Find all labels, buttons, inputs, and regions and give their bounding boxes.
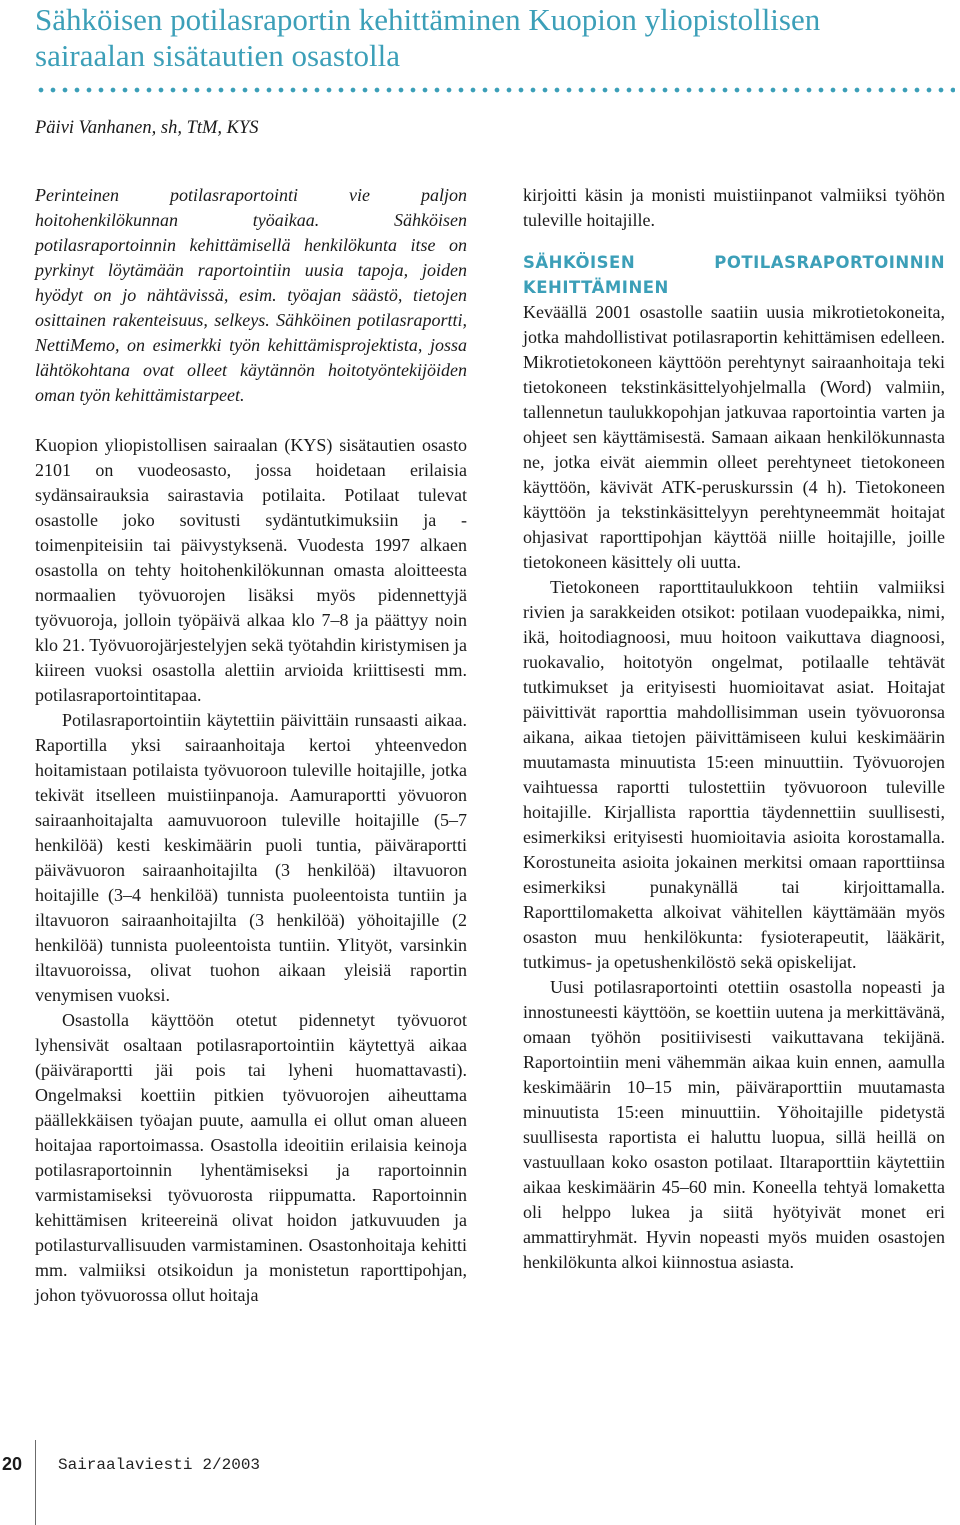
body-paragraph: Tietokoneen raporttitaulukkoon tehtiin valmiiksi rivien ja sarakkeiden otsikot: potilaan vuodepaikka, nimi, ikä, hoitodiagnoosi, muu hoitoon vaikuttava diagnoosi, ruokavalio, hoitotyön ongelmat, potilaalle tehtävät tutkimukset ja erityisesti huomioitavat asiat. Hoitajat päivittivät raporttia mahdollisimman usein työvuoronsa aikana, aikaa tietojen päivittämiseen kului keskimäärin muutamasta minuutista 15:een minuuttiin. Työvuorojen vaihtuessa raportti tulostettiin työvuoroon tuleville hoitajille. Kirjallista raporttia täydennettiin suullisesti, esimerkiksi erityisesti huomioitavia asioita korostamalla. Korostuneita asioita jokainen merkitsi omaan raporttiinsa esimerkiksi punakynällä tai kirjoittamalla. Raporttilomaketta alkoivat vähitellen käyttämään myös osaston muu henkilökunta: fysioterapeutit, lääkärit, tutkimus- ja opetushenkilöstö sekä opiskelijat. bbox=[523, 577, 945, 972]
continued-paragraph: kirjoitti käsin ja monisti muistiinpanot valmiiksi työhön tuleville hoitajille. bbox=[523, 185, 945, 230]
issue-number: 2/2003 bbox=[202, 1456, 261, 1474]
dotted-divider bbox=[35, 84, 955, 96]
section-heading: SÄHKÖISEN POTILASRAPORTOINNIN KEHITTÄMINEN bbox=[523, 253, 945, 297]
publication-name: Sairaalaviesti bbox=[58, 1456, 193, 1474]
lead-paragraph: Perinteinen potilasraportointi vie paljon hoitohenkilökunnan työaikaa. Sähköisen potilasraportoinnin kehittämisellä henkilökunta itse on pyrkinyt löytämään raportointiin uusia tapoja, joiden hyödyt on jo nähtävissä, esim. työajan säästö, tietojen osittainen rakenteisuus, selkeys. Sähköinen potilasraportti, NettiMemo, on esimerkki työn kehittämisprojektista, jossa lähtökohtana ovat olleet käytännön hoitotyöntekijöiden oman työn kehittämistarpeet. bbox=[35, 185, 467, 405]
right-column bbox=[523, 183, 945, 1275]
body-paragraph: Keväällä 2001 osastolle saatiin uusia mikrotietokoneita, jotka mahdollistivat potilasraportin kehittämisen edelleen. Mikrotietokoneen käyttöön perehtynyt sairaanhoitaja teki tietokoneen tekstinkäsittelyohjelmalla (Word) valmiin, tallennetun taulukkopohjan jatkuvaa raportointia varten ja ohjeet sen käyttämisestä. Samaan aikaan henkilökunnasta ne, jotka eivät aiemmin olleet perehtyneet tietokoneen käyttöön, kävivät ATK-peruskurssin (4 h). Tietokoneen käyttöön ja tekstinkäsittelyyn perehtyneemmät hoitajat ohjasivat raporttipohjan käyttöä niille hoitajille, joille tietokoneen käsittely oli uutta. bbox=[523, 302, 945, 572]
body-paragraph: Potilasraportointiin käytettiin päivittäin runsaasti aikaa. Raportilla yksi sairaanhoitaja kertoi yhteenvedon hoitamistaan potilaista työvuoroon tuleville hoitajille, jotka tekivät itselleen muistiinpanoja. Aamuraportti yövuoron sairaanhoitajalta aamuvuoroon tuleville hoitajille (5–7 henkilöä) kesti keskimäärin puoli tuntia, päiväraportti päivävuoron sairaanhoitajilta (3 henkilöä) iltavuoron hoitajille (3–4 henkilöä) tunnista puoleentoista tuntiin ja iltavuoron sairaanhoitajilta (3 henkilöä) yöhoitajille (2 henkilöä) tunnista puoleentoista tuntiin. Ylityöt, varsinkin iltavuoroissa, olivat tuohon aikaan yleisiä raportin venymisen vuoksi. bbox=[35, 710, 467, 1005]
article-title: Sähköisen potilasraportin kehittäminen Kuopion yliopistollisen sairaalan sisätautien osastolla bbox=[35, 2, 821, 73]
body-paragraph: Kuopion yliopistollisen sairaalan (KYS) sisätautien osasto 2101 on vuodeosasto, jossa hoidetaan erilaisia sydänsairauksia sairastavia potilaita. Potilaat tulevat osastolle joko sovitusti sydäntutkimuksiin ja -toimenpiteisiin tai päivystyksenä. Vuodesta 1997 alkaen osastolla on tehty hoitohenkilökunnan omasta aloitteesta normaalien työvuorojen lisäksi myös pidennettyjä työvuoroja, jolloin työpäivä alkaa klo 7–8 ja päättyy noin klo 21. Työvuorojärjestelyjen sekä työtahdin kiristymisen ja kiireen vuoksi osastolla alettiin arvioida kriittisesti mm. potilasraportointitapaa. bbox=[35, 435, 467, 705]
body-paragraph: Osastolla käyttöön otetut pidennetyt työvuorot lyhensivät osaltaan potilasraportointiin käytettyä aikaa (päiväraportti jäi pois tai lyheni huomattavasti). Ongelmaksi koettiin pitkien työvuorojen aiheuttama päällekkäisen työajan puute, aamulla ei ollut oman alueen hoitajaa raportoimassa. Osastolla ideoitiin erilaisia keinoja potilasraportoinnin lyhentämiseksi ja raportoinnin varmistamiseksi työvuorosta riippumatta. Raportoinnin kehittämisen kriteereinä olivat hoidon jatkuvuuden ja potilasturvallisuuden varmistaminen. Osastonhoitaja kehitti mm. valmiiksi otsikoidun ja monistetun raporttipohjan, johon työvuorossa ollut hoitaja bbox=[35, 1010, 467, 1305]
body-paragraph: Uusi potilasraportointi otettiin osastolla nopeasti ja innostuneesti käyttöön, se koettiin uutena ja merkittävänä, omaan työhön positiivisesti vaikuttavana tekijänä. Raportointiin meni vähemmän aikaa kuin ennen, aamulla keskimäärin 10–15 min, päiväraporttiin muutamasta minuutista 15:een minuuttiin. Yöhoitajille pidetystä suullisesta raportista ei haluttu luopua, sillä heillä on vastuullaan koko osaston potilaat. Iltaraporttiin käytettiin aikaa keskimäärin 45–60 min. Koneella tehtyä lomaketta oli helppo lukea ja siitä hyötyivät monet eri ammattiryhmät. Hyvin nopeasti myös muiden osastojen henkilökunta alkoi kiinnostua asiasta. bbox=[523, 977, 945, 1272]
footer-divider bbox=[35, 1440, 36, 1525]
page-number: 20 bbox=[2, 1454, 23, 1474]
publication-info bbox=[58, 1455, 260, 1475]
author-byline: Päivi Vanhanen, sh, TtM, KYS bbox=[35, 118, 259, 138]
left-column bbox=[35, 183, 467, 1308]
